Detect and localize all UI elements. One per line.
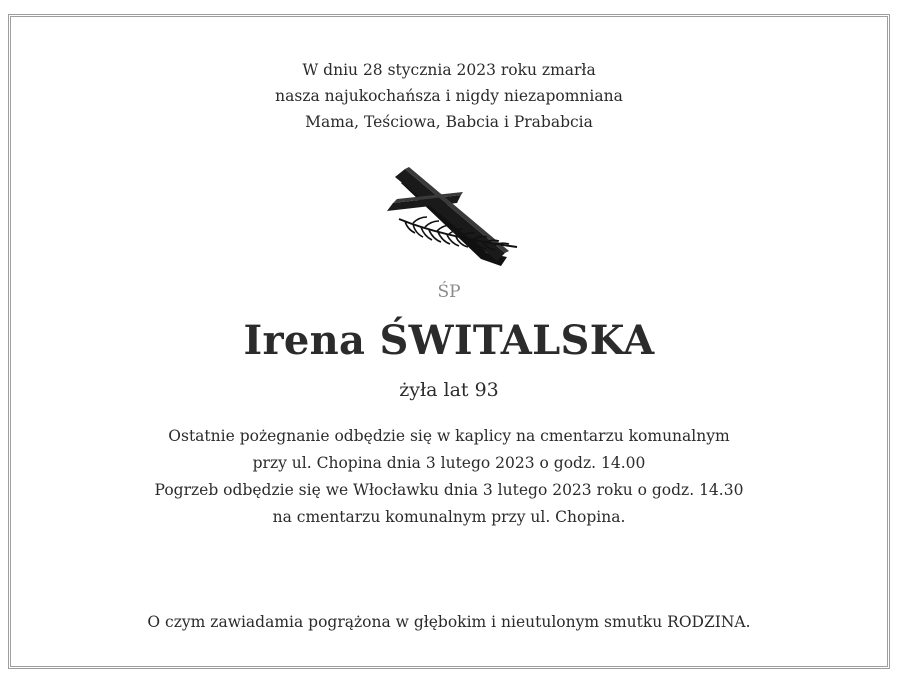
closing-text: O czym zawiadamia pogrążona w głębokim i nieutulonym smutku RODZINA. bbox=[147, 613, 751, 631]
age-text: żyła lat 93 bbox=[399, 379, 499, 401]
cross-with-palm-branch-icon bbox=[383, 167, 523, 267]
details-line-1: Ostatnie pożegnanie odbędzie się w kaplicy na cmentarzu komunalnym bbox=[168, 427, 730, 445]
details-line-4: na cmentarzu komunalnym przy ul. Chopina. bbox=[272, 508, 626, 526]
intro-line-2: nasza najukochańsza i nigdy niezapomniana bbox=[275, 87, 623, 105]
intro-line-3: Mama, Teściowa, Babcia i Prababcia bbox=[305, 113, 593, 131]
details-line-2: przy ul. Chopina dnia 3 lutego 2023 o godz. 14.00 bbox=[252, 454, 646, 472]
intro-line-1: W dniu 28 stycznia 2023 roku zmarła bbox=[302, 61, 596, 79]
details-line-3: Pogrzeb odbędzie się we Włocławku dnia 3 lutego 2023 roku o godz. 14.30 bbox=[154, 481, 744, 499]
deceased-name: Irena ŚWITALSKA bbox=[243, 317, 655, 364]
obituary-notice bbox=[8, 14, 890, 669]
prefix-sp: ŚP bbox=[437, 282, 461, 302]
